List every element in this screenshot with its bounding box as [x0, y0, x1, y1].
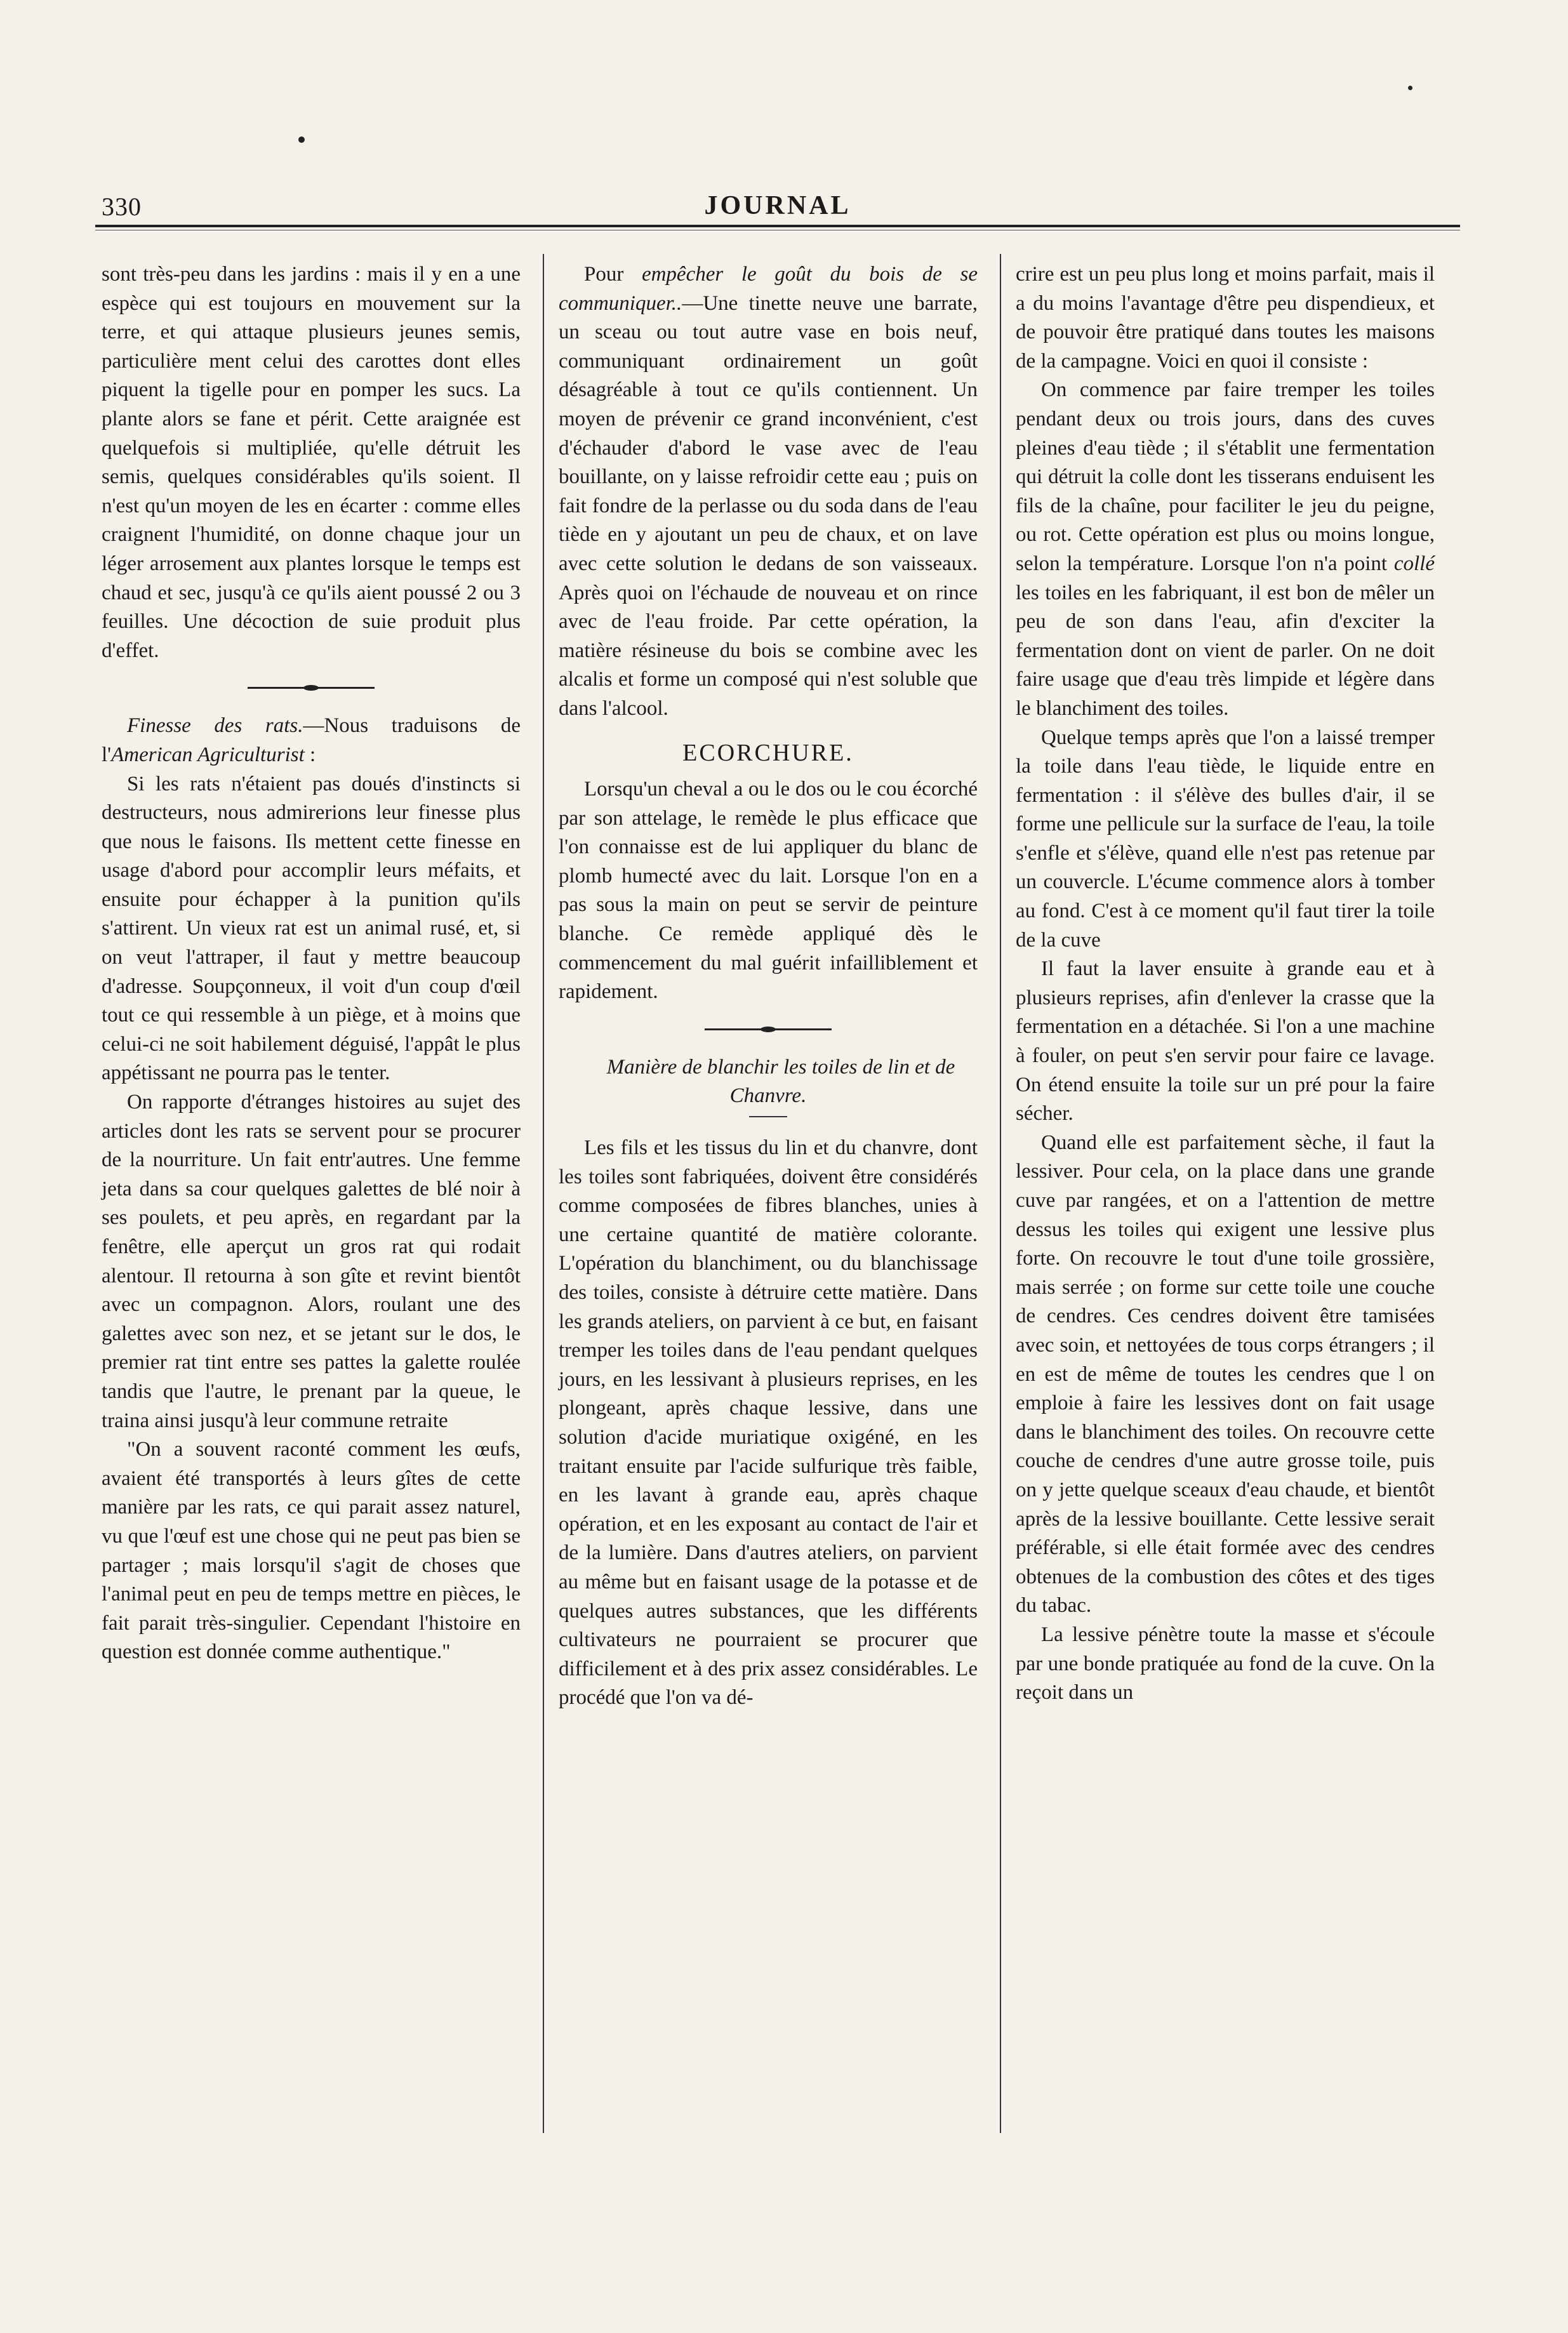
journal-page	[95, 190, 1460, 2285]
paragraph: Si les rats n'étaient pas doués d'instincts si destructeurs, nous admirerions leur finesse plus que nous le faisons. Ils mettent cette finesse en usage d'abord pour accomplir leurs méfaits, et ensuite pour échapper à la punition qu'ils s'attirent. Un vieux rat est un animal rusé, et, si on veut l'attraper, il faut y mettre beaucoup d'adresse. Soupçonneux, il voit d'un coup d'œil tout ce qui ressemble à un piège, et à moins que celui-ci ne soit habilement déguisé, l'appât le plus appétissant ne pourra pas le tenter.	[102, 772, 521, 1085]
paragraph: Les fils et les tissus du lin et du chanvre, dont les toiles sont fabriquées, doivent être considérés comme composées de fibres blanches, unies à une certaine quantité de matière colorante. L'opération du blanchiment, ou du blanchissage des toiles, consiste à détruire cette matière. Dans les grands ateliers, on parvient à ce but, en faisant tremper les toiles dans de l'eau pendant quelques jours, en les lessivant à plusieurs reprises, en les plongeant, après chaque lessive, dans une solution d'acide muriatique oxigéné, en les traitant ensuite par l'acide sulfurique très faible, en les lavant à grande eau, après chaque opération, et en les exposant au contact de l'air et de la lumière. Dans d'autres ateliers, on parvient au même but en faisant usage de la potasse et de quelques autres substances, que les différents cultivateurs ne pourraient se procurer que difficilement et à des prix assez considérables. Le procédé que l'on va dé-	[559, 1136, 978, 1710]
intro-colon: :	[304, 743, 316, 766]
paragraph: sont très-peu dans les jardins : mais il y en a une espèce qui est toujours en mouvement sur la terre, et qui attaque plusieurs jeunes semis, particulière ment celui des carottes dont elles piquent la tigelle pour en pomper les sucs. La plante alors se fane et périt. Cette araignée est quelquefois si multipliée, qu'elle détruit les semis, quelques considérables qu'ils soient. Il n'est qu'un moyen de les en écarter : comme elles craignent l'humidité, on donne chaque jour un léger arrosement aux plantes lorsque le temps est chaud et sec, jusqu'à ce qu'ils aient poussé 2 ou 3 feuilles. Une décoction de suie produit plus d'effet.	[102, 263, 521, 662]
section-title-ecorchure: ECORCHURE.	[682, 739, 854, 766]
paragraph: crire est un peu plus long et moins parfait, mais il a du moins l'avantage d'être peu dispendieux, et de pouvoir être pratiqué dans toutes les maisons de la campagne. Voici en quoi il consiste :	[1016, 263, 1435, 373]
column-divider-2	[1000, 254, 1001, 2133]
source-name: American Agriculturist	[111, 743, 305, 766]
column-divider-1	[543, 254, 544, 2133]
body-text: —Une tinette neuve une barrate, un sceau ou tout autre vase en bois neuf, communiquant ordinairement un goût désagréable à tout ce qu'ils contiennent. Un moyen de prévenir ce grand inconvénient, c'est d'échauder d'abord le vase avec de l'eau bouillante, on y laisse refroidir cette eau ; puis on fait fondre de la perlasse ou du soda dans de l'eau tiède en y ajoutant un peu de chaux, et on lave avec cette solution le dedans de son vaisseaux. Après quoi on l'échaude de nouveau et on rince avec de l'eau froide. Par cette opération, la matière résineuse du bois se combine avec les alcalis et forme un composé qui n'est soluble que dans l'alcool.	[559, 291, 978, 720]
ink-speck	[298, 136, 305, 143]
body-text: les toiles en les fabriquant, il est bon de mêler un peu de son dans l'eau, afin d'exciter la fermentation dont on vient de parler. On ne doit faire usage que d'eau très limpide et légère dans le blanchiment des toiles.	[1016, 581, 1435, 720]
intro-text: —Nous traduisons de l'	[102, 714, 521, 766]
section-separator	[248, 687, 375, 689]
article-title-finesse: Finesse des rats.	[127, 714, 303, 738]
paragraph: La lessive pénètre toute la masse et s'écoule par une bonde pratiquée au fond de la cuve. On la reçoit dans un	[1016, 1623, 1435, 1705]
running-title: JOURNAL	[704, 191, 851, 220]
paragraph: Il faut la laver ensuite à grande eau et à plusieurs reprises, afin d'enlever la crasse que la fermentation en a détachée. Si l'on a une machine à fouler, on peut s'en servir pour faire ce lavage. On étend ensuite la toile sur un pré pour la faire sécher.	[1016, 957, 1435, 1126]
paragraph: "On a souvent raconté comment les œufs, avaient été transportés à leurs gîtes de cette manière par les rats, ce qui parait assez naturel, vu que l'œuf est une chose qui ne peut pas bien se partager ; mais lorsqu'il s'agit de choses que l'animal peut en peu de temps mettre en pièces, le fait parait très-singulier. Cependant l'histoire en question est donnée comme authentique."	[102, 1438, 521, 1664]
column-2	[559, 260, 978, 1713]
lead-word: Pour	[584, 263, 642, 286]
paragraph: Quelque temps après que l'on a laissé tremper la toile dans l'eau tiède, le liquide entre en fermentation : il s'élève des bulles d'air, il se forme une pellicule sur la surface de l'eau, la toile s'enfle et s'élève, quand elle n'est pas retenue par un couvercle. L'écume commence alors à tomber au fond. C'est à ce moment qu'il faut tirer la toile de la cuve	[1016, 726, 1435, 952]
paragraph: Quand elle est parfaitement sèche, il faut la lessiver. Pour cela, on la place dans une grande cuve par rangées, et on a l'attention de mettre dessus les toiles qui exigent une lessive plus forte. On recouvre le tout d'une toile grossière, mais serrée ; on forme sur cette toile une couche de cendres. Ces cendres doivent être tamisées avec soin, et nettoyées de tous corps étrangers ; il en est de même de toutes les cendres que l on emploie à faire les lessives dont on fait usage dans le blanchiment des toiles. On recouvre cette couche de cendres d'une autre grosse toile, puis on y jette quelque sceaux d'eau chaude, et bientôt après de la lessive bouillante. Cette lessive serait préférable, si elle était formée avec des cendres obtenues de la combustion des côtes et des tiges du tabac.	[1016, 1131, 1435, 1618]
ink-speck	[1408, 86, 1412, 90]
body-text: On commence par faire tremper les toiles pendant deux ou trois jours, dans des cuves pleines d'eau tiède ; il s'établit une fermentation qui détruit la colle dont les tisserans enduisent les fils de la chaîne, pour faciliter le jeu du peigne, ou rot. Cette opération est plus ou moins longue, selon la température. Lorsque l'on n'a point	[1016, 378, 1435, 575]
paragraph: Lorsqu'un cheval a ou le dos ou le cou écorché par son attelage, le remède le plus efficace que l'on connaisse est de lui appliquer du blanc de plomb humecté avec du lait. Lorsque l'on en a pas sous la main on peut se servir de peinture blanche. Ce remède appliqué dès le commencement du mal guérit infailliblement et rapidement.	[559, 778, 978, 1004]
italic-word: collé	[1393, 552, 1435, 575]
article-title-wood: empêcher le goût du bois de se communiquer..	[559, 263, 978, 315]
paragraph: On rapporte d'étranges histoires au sujet des articles dont les rats se servent pour se procurer de la nourriture. Un fait entr'autres. Une femme jeta dans sa cour quelques galettes de blé noir à ses poulets, et peu après, en regardant par la fenêtre, elle aperçut un gros rat qui rodait alentour. Il retourna à son gîte et revint bientôt avec un compagnon. Alors, roulant une des galettes avec son nez, et se jetant sur le dos, le premier rat tint entre ses pattes la galette roulée tandis que l'autre, le prenant par la queue, le traina ainsi jusqu'à leur commune retraite	[102, 1091, 521, 1432]
header-rule	[95, 225, 1460, 227]
column-1	[102, 260, 521, 1667]
column-3	[1016, 260, 1435, 1708]
page-header	[95, 190, 1460, 229]
section-separator	[705, 1028, 832, 1030]
short-rule	[749, 1116, 787, 1117]
paragraph-finesse-intro	[102, 712, 521, 769]
paragraph-wood-taste	[559, 260, 978, 724]
section-title-maniere: Manière de blanchir les toiles de lin et de Chanvre.	[606, 1055, 955, 1108]
paragraph-soaking	[1016, 376, 1435, 723]
page-number: 330	[102, 192, 142, 221]
